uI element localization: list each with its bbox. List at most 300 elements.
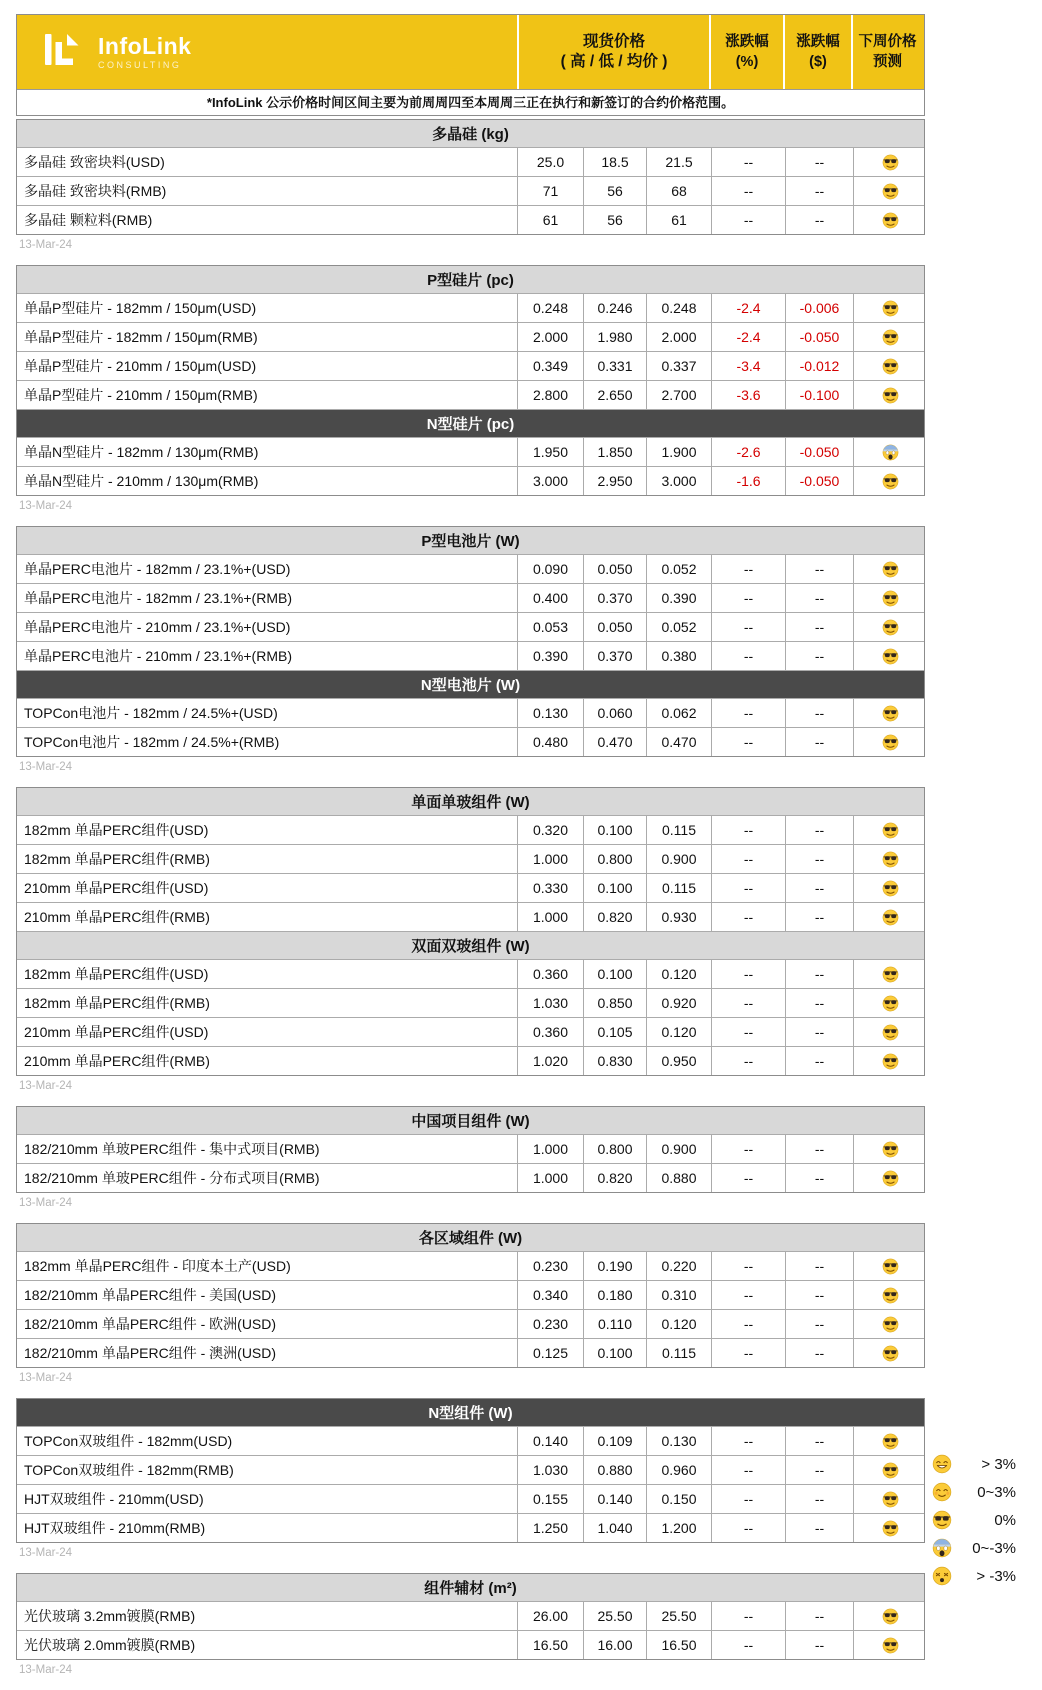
forecast-cell bbox=[853, 177, 926, 205]
forecast-cell bbox=[853, 699, 926, 727]
change-usd-cell: -- bbox=[785, 177, 853, 205]
price-high-cell: 1.020 bbox=[517, 1047, 583, 1075]
price-low-cell: 0.800 bbox=[583, 845, 646, 873]
section-date: 13-Mar-24 bbox=[19, 1080, 73, 1092]
change-usd-cell: -- bbox=[785, 699, 853, 727]
sunglasses-emoji-icon bbox=[882, 1491, 899, 1508]
change-usd-cell: -- bbox=[785, 903, 853, 931]
price-avg-cell: 0.470 bbox=[646, 728, 711, 756]
table-row bbox=[17, 1280, 924, 1309]
sunglasses-emoji-icon bbox=[882, 329, 899, 346]
sunglasses-emoji-icon bbox=[882, 995, 899, 1012]
price-high-cell: 0.480 bbox=[517, 728, 583, 756]
product-name-cell: HJT双玻组件 - 210mm(USD) bbox=[24, 1491, 204, 1507]
price-period-note: *InfoLink 公示价格时间区间主要为前周周四至本周周三正在执行和新签订的合约价格范围。 bbox=[17, 89, 924, 115]
forecast-cell bbox=[853, 816, 926, 844]
product-name-cell: 182/210mm 单玻PERC组件 - 集中式项目(RMB) bbox=[24, 1141, 320, 1157]
forecast-cell bbox=[853, 206, 926, 234]
price-high-cell: 0.125 bbox=[517, 1339, 583, 1367]
price-avg-cell: 3.000 bbox=[646, 467, 711, 495]
table-row bbox=[17, 437, 924, 466]
price-avg-cell: 1.900 bbox=[646, 438, 711, 466]
forecast-cell bbox=[853, 989, 926, 1017]
sunglasses-emoji-icon bbox=[882, 1053, 899, 1070]
price-avg-cell: 2.700 bbox=[646, 381, 711, 409]
forecast-cell bbox=[853, 1047, 926, 1075]
col-header-change-pct: 涨跌幅 (%) bbox=[709, 15, 783, 89]
section-date: 13-Mar-24 bbox=[19, 239, 73, 251]
block-spacer bbox=[16, 1099, 925, 1106]
block-spacer bbox=[16, 519, 925, 526]
product-name-cell: 单晶N型硅片 - 182mm / 130μm(RMB) bbox=[24, 444, 259, 460]
forecast-cell bbox=[853, 352, 926, 380]
price-low-cell: 0.190 bbox=[583, 1252, 646, 1280]
price-low-cell: 0.850 bbox=[583, 989, 646, 1017]
price-avg-cell: 0.920 bbox=[646, 989, 711, 1017]
table-row bbox=[17, 902, 924, 931]
product-name-cell: 210mm 单晶PERC组件(USD) bbox=[24, 880, 209, 896]
sunglasses-emoji-icon bbox=[882, 590, 899, 607]
change-pct-cell: -1.6 bbox=[711, 467, 785, 495]
block-spacer bbox=[16, 1391, 925, 1398]
price-low-cell: 0.830 bbox=[583, 1047, 646, 1075]
change-usd-cell: -- bbox=[785, 1456, 853, 1484]
forecast-cell bbox=[853, 1514, 926, 1542]
price-low-cell: 1.040 bbox=[583, 1514, 646, 1542]
table-row bbox=[17, 380, 924, 409]
price-low-cell: 0.050 bbox=[583, 613, 646, 641]
change-pct-cell: -- bbox=[711, 1456, 785, 1484]
price-low-cell: 0.180 bbox=[583, 1281, 646, 1309]
forecast-cell bbox=[853, 1631, 926, 1659]
product-name-cell: 单晶PERC电池片 - 210mm / 23.1%+(USD) bbox=[24, 619, 291, 635]
price-high-cell: 1.950 bbox=[517, 438, 583, 466]
section-date: 13-Mar-24 bbox=[19, 1664, 73, 1676]
change-pct-cell: -- bbox=[711, 613, 785, 641]
product-name-cell: 210mm 单晶PERC组件(RMB) bbox=[24, 909, 210, 925]
smile-emoji-icon bbox=[932, 1482, 952, 1502]
change-pct-cell: -- bbox=[711, 1339, 785, 1367]
change-usd-cell: -- bbox=[785, 816, 853, 844]
legend-item bbox=[928, 1450, 1026, 1478]
infolink-logo bbox=[17, 15, 517, 89]
product-name-cell: 光伏玻璃 2.0mm镀膜(RMB) bbox=[24, 1637, 196, 1653]
price-high-cell: 0.400 bbox=[517, 584, 583, 612]
logo-consulting-text: CONSULTING bbox=[98, 60, 182, 70]
change-usd-cell: -0.100 bbox=[785, 381, 853, 409]
price-high-cell: 0.248 bbox=[517, 294, 583, 322]
section-date: 13-Mar-24 bbox=[19, 1372, 73, 1384]
price-avg-cell: 0.900 bbox=[646, 1135, 711, 1163]
table-section-group bbox=[16, 119, 925, 235]
sunglasses-emoji-icon bbox=[882, 1520, 899, 1537]
change-usd-cell: -- bbox=[785, 1514, 853, 1542]
sunglasses-emoji-icon bbox=[882, 1287, 899, 1304]
product-name-cell: 182mm 单晶PERC组件(RMB) bbox=[24, 851, 210, 867]
table-row bbox=[17, 147, 924, 176]
forecast-cell bbox=[853, 381, 926, 409]
col-header-change-usd: 涨跌幅 ($) bbox=[783, 15, 851, 89]
change-usd-cell: -- bbox=[785, 728, 853, 756]
section-date: 13-Mar-24 bbox=[19, 1197, 73, 1209]
change-pct-cell: -- bbox=[711, 1018, 785, 1046]
section-header: P型硅片 (pc) bbox=[17, 266, 924, 293]
price-avg-cell: 16.50 bbox=[646, 1631, 711, 1659]
change-pct-cell: -- bbox=[711, 1164, 785, 1192]
product-name-cell: 多晶硅 致密块料(USD) bbox=[24, 154, 165, 170]
change-usd-cell: -- bbox=[785, 1164, 853, 1192]
block-spacer bbox=[16, 780, 925, 787]
product-name-cell: 多晶硅 颗粒料(RMB) bbox=[24, 212, 153, 228]
col-header-spot-price bbox=[517, 15, 709, 89]
sunglasses-emoji-icon bbox=[882, 880, 899, 897]
table-row bbox=[17, 1484, 924, 1513]
price-avg-cell: 0.310 bbox=[646, 1281, 711, 1309]
change-pct-cell: -- bbox=[711, 148, 785, 176]
price-low-cell: 1.980 bbox=[583, 323, 646, 351]
product-name-cell: 单晶PERC电池片 - 182mm / 23.1%+(RMB) bbox=[24, 590, 292, 606]
change-pct-cell: -- bbox=[711, 1281, 785, 1309]
table-row bbox=[17, 815, 924, 844]
forecast-cell bbox=[853, 1135, 926, 1163]
table-block bbox=[16, 1398, 925, 1573]
product-name-cell: 多晶硅 致密块料(RMB) bbox=[24, 183, 167, 199]
price-low-cell: 16.00 bbox=[583, 1631, 646, 1659]
price-avg-cell: 25.50 bbox=[646, 1602, 711, 1630]
change-usd-cell: -- bbox=[785, 1018, 853, 1046]
section-header: N型组件 (W) bbox=[17, 1399, 924, 1426]
price-low-cell: 56 bbox=[583, 206, 646, 234]
legend-item bbox=[928, 1534, 1026, 1562]
forecast-cell bbox=[853, 1456, 926, 1484]
price-high-cell: 0.349 bbox=[517, 352, 583, 380]
change-pct-cell: -- bbox=[711, 555, 785, 583]
change-pct-cell: -- bbox=[711, 1631, 785, 1659]
price-high-cell: 0.360 bbox=[517, 960, 583, 988]
sunglasses-emoji-icon bbox=[882, 561, 899, 578]
price-avg-cell: 0.120 bbox=[646, 1018, 711, 1046]
sunglasses-emoji-icon bbox=[882, 966, 899, 983]
change-pct-cell: -- bbox=[711, 206, 785, 234]
price-avg-cell: 0.337 bbox=[646, 352, 711, 380]
change-usd-cell: -- bbox=[785, 1310, 853, 1338]
section-date: 13-Mar-24 bbox=[19, 761, 73, 773]
logo-text bbox=[98, 34, 191, 70]
product-name-cell: 182mm 单晶PERC组件 - 印度本土产(USD) bbox=[24, 1258, 291, 1274]
table-row bbox=[17, 1513, 924, 1542]
scream-emoji-icon bbox=[882, 444, 899, 461]
table-block bbox=[16, 526, 925, 787]
table-row bbox=[17, 698, 924, 727]
section-header: 组件辅材 (m²) bbox=[17, 1574, 924, 1601]
change-usd-cell: -- bbox=[785, 206, 853, 234]
table-row bbox=[17, 322, 924, 351]
table-row bbox=[17, 988, 924, 1017]
table-row bbox=[17, 1017, 924, 1046]
product-name-cell: 单晶P型硅片 - 210mm / 150μm(RMB) bbox=[24, 387, 258, 403]
change-pct-cell: -- bbox=[711, 1602, 785, 1630]
price-low-cell: 2.650 bbox=[583, 381, 646, 409]
table-block bbox=[16, 265, 925, 526]
price-high-cell: 1.000 bbox=[517, 1135, 583, 1163]
table-section-group bbox=[16, 1398, 925, 1543]
price-low-cell: 0.880 bbox=[583, 1456, 646, 1484]
forecast-cell bbox=[853, 1602, 926, 1630]
forecast-legend bbox=[928, 1450, 1026, 1590]
legend-label: 0~3% bbox=[977, 1483, 1016, 1501]
logo-brand-text: InfoLink bbox=[98, 33, 192, 59]
price-avg-cell: 0.115 bbox=[646, 816, 711, 844]
price-low-cell: 0.100 bbox=[583, 816, 646, 844]
section-header: 双面双玻组件 (W) bbox=[17, 931, 924, 959]
table-block bbox=[16, 119, 925, 265]
table-block bbox=[16, 1223, 925, 1398]
change-pct-cell: -- bbox=[711, 1485, 785, 1513]
table-row bbox=[17, 959, 924, 988]
change-usd-cell: -- bbox=[785, 845, 853, 873]
price-avg-cell: 0.120 bbox=[646, 960, 711, 988]
change-usd-cell: -- bbox=[785, 1047, 853, 1075]
price-high-cell: 26.00 bbox=[517, 1602, 583, 1630]
forecast-cell bbox=[853, 323, 926, 351]
table-section-group bbox=[16, 1573, 925, 1660]
legend-emoji bbox=[928, 1482, 956, 1502]
scream-emoji-icon bbox=[932, 1538, 952, 1558]
forecast-cell bbox=[853, 642, 926, 670]
forecast-cell bbox=[853, 1164, 926, 1192]
change-pct-cell: -- bbox=[711, 1427, 785, 1455]
table-section-group bbox=[16, 526, 925, 757]
change-pct-cell: -- bbox=[711, 816, 785, 844]
forecast-cell bbox=[853, 467, 926, 495]
sunglasses-emoji-icon bbox=[882, 358, 899, 375]
product-name-cell: HJT双玻组件 - 210mm(RMB) bbox=[24, 1520, 206, 1536]
block-spacer bbox=[16, 1566, 925, 1573]
change-usd-cell: -- bbox=[785, 555, 853, 583]
change-usd-cell: -- bbox=[785, 642, 853, 670]
price-avg-cell: 0.052 bbox=[646, 555, 711, 583]
price-avg-cell: 1.200 bbox=[646, 1514, 711, 1542]
section-header: 中国项目组件 (W) bbox=[17, 1107, 924, 1134]
change-pct-cell: -- bbox=[711, 903, 785, 931]
block-spacer bbox=[16, 1216, 925, 1223]
product-name-cell: TOPCon双玻组件 - 182mm(RMB) bbox=[24, 1462, 234, 1478]
price-avg-cell: 68 bbox=[646, 177, 711, 205]
table-block bbox=[16, 1106, 925, 1223]
section-header: 各区域组件 (W) bbox=[17, 1224, 924, 1251]
product-name-cell: 光伏玻璃 3.2mm镀膜(RMB) bbox=[24, 1608, 196, 1624]
change-usd-cell: -0.006 bbox=[785, 294, 853, 322]
price-avg-cell: 0.248 bbox=[646, 294, 711, 322]
change-pct-cell: -3.6 bbox=[711, 381, 785, 409]
section-header: 多晶硅 (kg) bbox=[17, 120, 924, 147]
sunglasses-emoji-icon bbox=[882, 1170, 899, 1187]
price-avg-cell: 0.150 bbox=[646, 1485, 711, 1513]
table-row bbox=[17, 844, 924, 873]
price-low-cell: 0.246 bbox=[583, 294, 646, 322]
forecast-cell bbox=[853, 1018, 926, 1046]
sunglasses-emoji-icon bbox=[882, 183, 899, 200]
sunglasses-emoji-icon bbox=[882, 1462, 899, 1479]
legend-item bbox=[928, 1506, 1026, 1534]
sunglasses-emoji-icon bbox=[882, 1141, 899, 1158]
change-usd-cell: -- bbox=[785, 1631, 853, 1659]
forecast-cell bbox=[853, 1427, 926, 1455]
price-high-cell: 0.140 bbox=[517, 1427, 583, 1455]
legend-emoji bbox=[928, 1510, 956, 1530]
section-header: 单面单玻组件 (W) bbox=[17, 788, 924, 815]
table-row bbox=[17, 612, 924, 641]
table-header-block bbox=[16, 14, 925, 116]
price-avg-cell: 61 bbox=[646, 206, 711, 234]
price-high-cell: 0.390 bbox=[517, 642, 583, 670]
price-low-cell: 0.820 bbox=[583, 1164, 646, 1192]
table-row bbox=[17, 466, 924, 495]
legend-emoji bbox=[928, 1566, 956, 1586]
table-row bbox=[17, 1309, 924, 1338]
price-avg-cell: 0.052 bbox=[646, 613, 711, 641]
forecast-cell bbox=[853, 613, 926, 641]
price-high-cell: 0.340 bbox=[517, 1281, 583, 1309]
sunglasses-emoji-icon bbox=[882, 473, 899, 490]
price-avg-cell: 21.5 bbox=[646, 148, 711, 176]
section-header: P型电池片 (W) bbox=[17, 527, 924, 554]
price-low-cell: 0.100 bbox=[583, 1339, 646, 1367]
price-high-cell: 2.000 bbox=[517, 323, 583, 351]
price-high-cell: 0.320 bbox=[517, 816, 583, 844]
product-name-cell: 单晶P型硅片 - 182mm / 150μm(RMB) bbox=[24, 329, 258, 345]
price-high-cell: 25.0 bbox=[517, 148, 583, 176]
section-header: N型电池片 (W) bbox=[17, 670, 924, 698]
price-low-cell: 25.50 bbox=[583, 1602, 646, 1630]
col-header-forecast: 下周价格 预测 bbox=[851, 15, 922, 89]
change-usd-cell: -- bbox=[785, 960, 853, 988]
change-usd-cell: -0.050 bbox=[785, 323, 853, 351]
product-name-cell: TOPCon电池片 - 182mm / 24.5%+(RMB) bbox=[24, 734, 280, 750]
price-avg-cell: 0.120 bbox=[646, 1310, 711, 1338]
change-pct-cell: -- bbox=[711, 1252, 785, 1280]
change-pct-cell: -- bbox=[711, 699, 785, 727]
price-avg-cell: 0.390 bbox=[646, 584, 711, 612]
product-name-cell: 210mm 单晶PERC组件(RMB) bbox=[24, 1053, 210, 1069]
table-row bbox=[17, 873, 924, 902]
forecast-cell bbox=[853, 438, 926, 466]
sunglasses-emoji-icon bbox=[882, 1637, 899, 1654]
sunglasses-emoji-icon bbox=[882, 1345, 899, 1362]
legend-label: > -3% bbox=[976, 1567, 1016, 1585]
table-section-group bbox=[16, 265, 925, 496]
table-row bbox=[17, 1338, 924, 1367]
sunglasses-emoji-icon bbox=[882, 212, 899, 229]
legend-item bbox=[928, 1478, 1026, 1506]
price-low-cell: 18.5 bbox=[583, 148, 646, 176]
price-low-cell: 0.370 bbox=[583, 642, 646, 670]
sunglasses-emoji-icon bbox=[932, 1510, 952, 1530]
change-pct-cell: -- bbox=[711, 874, 785, 902]
price-high-cell: 16.50 bbox=[517, 1631, 583, 1659]
product-name-cell: 210mm 单晶PERC组件(USD) bbox=[24, 1024, 209, 1040]
price-high-cell: 0.053 bbox=[517, 613, 583, 641]
price-high-cell: 61 bbox=[517, 206, 583, 234]
price-low-cell: 1.850 bbox=[583, 438, 646, 466]
product-name-cell: 182/210mm 单晶PERC组件 - 欧洲(USD) bbox=[24, 1316, 277, 1332]
price-low-cell: 2.950 bbox=[583, 467, 646, 495]
price-high-cell: 1.250 bbox=[517, 1514, 583, 1542]
product-name-cell: 单晶P型硅片 - 182mm / 150μm(USD) bbox=[24, 300, 257, 316]
price-avg-cell: 2.000 bbox=[646, 323, 711, 351]
change-usd-cell: -0.050 bbox=[785, 467, 853, 495]
change-usd-cell: -- bbox=[785, 1281, 853, 1309]
product-name-cell: 单晶N型硅片 - 210mm / 130μm(RMB) bbox=[24, 473, 259, 489]
product-name-cell: TOPCon双玻组件 - 182mm(USD) bbox=[24, 1433, 233, 1449]
sunglasses-emoji-icon bbox=[882, 851, 899, 868]
price-high-cell: 0.230 bbox=[517, 1252, 583, 1280]
price-low-cell: 0.050 bbox=[583, 555, 646, 583]
change-pct-cell: -- bbox=[711, 845, 785, 873]
product-name-cell: 182/210mm 单晶PERC组件 - 澳洲(USD) bbox=[24, 1345, 277, 1361]
price-low-cell: 0.820 bbox=[583, 903, 646, 931]
price-avg-cell: 0.960 bbox=[646, 1456, 711, 1484]
sunglasses-emoji-icon bbox=[882, 1608, 899, 1625]
grin-emoji-icon bbox=[932, 1454, 952, 1474]
change-pct-cell: -- bbox=[711, 1514, 785, 1542]
price-avg-cell: 0.115 bbox=[646, 874, 711, 902]
price-high-cell: 0.130 bbox=[517, 699, 583, 727]
sunglasses-emoji-icon bbox=[882, 648, 899, 665]
forecast-cell bbox=[853, 294, 926, 322]
forecast-cell bbox=[853, 903, 926, 931]
table-row bbox=[17, 583, 924, 612]
infolink-logo-icon bbox=[43, 32, 89, 72]
table-section-group bbox=[16, 1106, 925, 1193]
product-name-cell: 单晶PERC电池片 - 182mm / 23.1%+(USD) bbox=[24, 561, 291, 577]
table-row bbox=[17, 1163, 924, 1192]
product-name-cell: TOPCon电池片 - 182mm / 24.5%+(USD) bbox=[24, 705, 278, 721]
sunglasses-emoji-icon bbox=[882, 1433, 899, 1450]
price-high-cell: 1.030 bbox=[517, 989, 583, 1017]
forecast-cell bbox=[853, 845, 926, 873]
change-usd-cell: -- bbox=[785, 989, 853, 1017]
table-row bbox=[17, 727, 924, 756]
change-usd-cell: -- bbox=[785, 1339, 853, 1367]
product-name-cell: 182mm 单晶PERC组件(USD) bbox=[24, 822, 209, 838]
table-row bbox=[17, 1134, 924, 1163]
forecast-cell bbox=[853, 728, 926, 756]
product-name-cell: 182/210mm 单玻PERC组件 - 分布式项目(RMB) bbox=[24, 1170, 320, 1186]
block-spacer bbox=[16, 1683, 925, 1690]
table-row bbox=[17, 1455, 924, 1484]
table-column-headers bbox=[17, 15, 924, 89]
legend-emoji bbox=[928, 1538, 956, 1558]
price-avg-cell: 0.115 bbox=[646, 1339, 711, 1367]
change-usd-cell: -- bbox=[785, 1252, 853, 1280]
sunglasses-emoji-icon bbox=[882, 705, 899, 722]
price-high-cell: 2.800 bbox=[517, 381, 583, 409]
price-low-cell: 0.109 bbox=[583, 1427, 646, 1455]
report-content bbox=[16, 14, 925, 1690]
price-low-cell: 0.331 bbox=[583, 352, 646, 380]
price-high-cell: 1.000 bbox=[517, 903, 583, 931]
price-low-cell: 0.100 bbox=[583, 874, 646, 902]
change-usd-cell: -- bbox=[785, 584, 853, 612]
price-low-cell: 0.105 bbox=[583, 1018, 646, 1046]
price-high-cell: 0.330 bbox=[517, 874, 583, 902]
table-row bbox=[17, 205, 924, 234]
change-pct-cell: -2.4 bbox=[711, 294, 785, 322]
sunglasses-emoji-icon bbox=[882, 1316, 899, 1333]
shock-emoji-icon bbox=[932, 1566, 952, 1586]
price-avg-cell: 0.880 bbox=[646, 1164, 711, 1192]
